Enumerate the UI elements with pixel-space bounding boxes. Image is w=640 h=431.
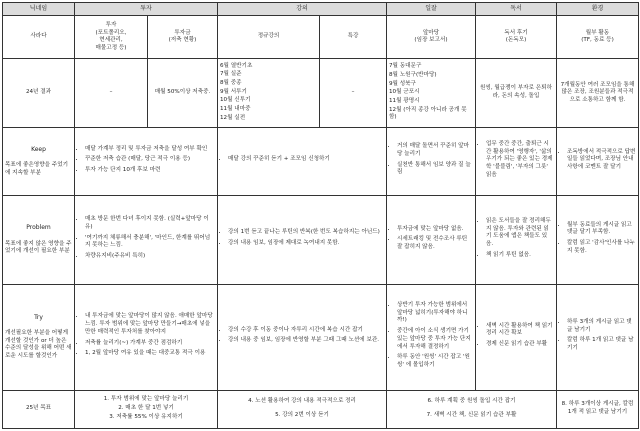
list-item: • 매달 강의 꾸준히 듣기 + 조모임 신청하기 <box>228 156 384 164</box>
results-environment: 7개월동안 여러 조모임을 통해 많은 조장, 조원분들과 적극적으로 소통하고 함께 함. <box>557 59 639 127</box>
list-item: • 차량유지비(주유비 특히) <box>85 253 215 261</box>
list-item: • 상반기 투자 가능한 범위에서 앞마당 넓히기(투자해야 하니까!) <box>397 302 473 325</box>
goals-invest <box>75 390 218 428</box>
list-item: • 투자금에 맞는 앞마당 없음. <box>397 226 473 234</box>
keep-reading <box>476 127 557 195</box>
header-nickname: 닉네임 <box>3 3 75 16</box>
try-title: Try <box>34 313 43 321</box>
list-item: 12월 실전 <box>220 114 246 121</box>
header-environment: 환경 <box>557 3 639 16</box>
goals-environment <box>557 390 639 428</box>
list-item: • 하루 동안 '원씽' 시간 잡고 '원씽' 에 몰입하기 <box>397 354 473 369</box>
subheader-invest-savings: 투자금 (저축 현황) <box>148 16 218 59</box>
results-reading: 원씽, 월급쟁이 부자로 은퇴하라, 돈의 속성, 돌입 <box>476 59 557 127</box>
problem-row <box>3 196 639 285</box>
results-lectures <box>218 59 320 127</box>
nickname-value: 사라다 <box>3 16 75 59</box>
list-item: 9월 서투기 <box>220 88 247 95</box>
list-item: 10월 군포시 <box>389 89 420 96</box>
problem-description: 목표에 좋지 않은 영향을 주었기에 개선이 필요한 부분 <box>5 240 72 255</box>
header-lecture: 강의 <box>218 3 387 16</box>
try-reading <box>476 284 557 390</box>
goals-label: 25년 목표 <box>3 390 75 428</box>
subheader-activity: 월부 활동 (TF, 동료 등) <box>557 16 639 59</box>
try-lectures <box>218 284 387 390</box>
keep-title: Keep <box>31 145 46 153</box>
try-description: 개선필요한 부분을 어떻게 개선할 것인가 or 더 높은 수준의 달성을 위해 어떤 새로운 시도를 할것인가 <box>5 329 72 360</box>
retrospective-table <box>2 2 639 429</box>
subheader-special-lecture: 특강 <box>320 16 387 59</box>
list-item: • 매초 방문 한번 다녀 후이지 못함. (실력+앞마당 이유) <box>85 216 215 231</box>
list-item: • 강의 수강 후 이동 중이나 자투리 시간에 복습 시간 잡기 <box>228 327 384 335</box>
list-item: • 강의 내용 임보, 임장에 제대로 녹여내지 못함. <box>228 240 384 248</box>
list-item: • 월부 동료들의 게시글 읽고 댓글 달기 부족함. <box>567 222 636 237</box>
list-item: 10월 신투기 <box>220 97 251 104</box>
try-apt <box>387 284 476 390</box>
list-item: • 투자 가능 단지 10개 후보 마련 <box>85 167 215 175</box>
keep-label-cell <box>3 127 75 195</box>
list-item: 5. 강의 2번 이상 듣기 <box>275 411 329 418</box>
list-item: • 업무 중간 중간, 출퇴근 시 간 활용하여 '영행자', '삶의 우기가 되는 좋은 있는 경제학 '블블림', '부자의 그릇' 읽음 <box>486 141 554 180</box>
try-invest <box>75 284 218 390</box>
keep-description: 목표에 좋은영향을 주었기에 지속할 부분 <box>5 161 68 176</box>
list-item: 6월 열반기초 <box>220 62 253 69</box>
list-item: • 강의 내용 중 임보, 임장에 반영할 부분 그때 그때 노션에 보관. <box>228 337 384 345</box>
header-invest: 투자 <box>75 3 218 16</box>
list-item: 12월 (아직 종강 아니라 공개 못함) <box>389 106 467 121</box>
list-item: • 조독방에서 적극적으로 답변 일들 읽었다며, 조장님 안내 사항에 코멘트 잘 달기 <box>567 149 636 172</box>
header-work: 일잘 <box>387 3 476 16</box>
subheader-row <box>3 16 639 59</box>
goals-lectures <box>218 390 387 428</box>
list-item: • 꾸준한 저축 습관 (매달, 당근 적극 이용 등) <box>85 156 215 164</box>
keep-row <box>3 127 639 195</box>
problem-reading <box>476 196 557 285</box>
list-item: 11월 내마중 <box>220 106 251 113</box>
list-item: • 1, 2월 앞마당 여유 있을 때는 대중교통 적극 이용 <box>85 350 215 358</box>
results-label: 24년 결과 <box>3 59 75 127</box>
list-item: 2. 매초 한 달 1번 넣기 <box>118 404 174 411</box>
list-item: • 칼럼 읽고 '감사'인사를 나누지 못함. <box>567 240 636 255</box>
goals-apt-reading <box>387 390 557 428</box>
list-item: 7월 실준 <box>220 71 242 78</box>
lecture-list <box>220 63 317 123</box>
keep-apt <box>387 127 476 195</box>
keep-environment <box>557 127 639 195</box>
problem-label-cell <box>3 196 75 285</box>
list-item: 8월 중종 <box>220 80 242 87</box>
list-item: • 하루 3개의 게시글 읽고 댓글 남기기 <box>567 319 636 334</box>
list-item: • 매달 가계부 정리 및 투자금 저축을 달성 여부 확인 <box>85 146 215 154</box>
subheader-reading: 독서 후기 (돈독모) <box>476 16 557 59</box>
header-row <box>3 3 639 16</box>
results-special: – <box>320 59 387 127</box>
results-row <box>3 59 639 127</box>
list-item: • '여기까지 체류해서 충분해', '마인드, 한계를 뛰어넘지 못하는 느낌. <box>85 235 215 250</box>
list-item: 7월 동대문구 <box>389 63 422 70</box>
problem-environment <box>557 196 639 285</box>
list-item: • 칼럼 하루 1개 읽고 댓글 남기기 <box>567 337 636 352</box>
list-item: • 시세트래킹 및 전수조사 루틴 잘 잡히지 않음. <box>397 236 473 251</box>
list-item: • 중간에 아이 소식 생기면 가기 있는 앞마당 중 투자 가능 단지에서 투자해 결정하기 <box>397 328 473 351</box>
list-item: • 거의 매달 돌면서 꾸준히 앞마당 늘리기 <box>397 143 473 158</box>
header-reading: 독서 <box>476 3 557 16</box>
subheader-regular-lecture: 정규강의 <box>218 16 320 59</box>
subheader-apt: 앞마당 (임장 보고서) <box>387 16 476 59</box>
results-savings: 매월 50%이상 저축중. <box>148 59 218 127</box>
try-row <box>3 284 639 390</box>
keep-invest <box>75 127 218 195</box>
results-invest: – <box>75 59 148 127</box>
list-item: • 새벽 시간 활용하여 책 읽기 정리 시간 확보 <box>486 323 554 338</box>
goals-row <box>3 390 639 428</box>
list-item: 9월 성북구 <box>389 80 416 87</box>
problem-invest <box>75 196 218 285</box>
list-item: 3. 저축률 55% 이상 유지하기 <box>109 413 183 420</box>
subheader-invest-portfolio: 투자 (포트폴리오, 현세관리, 매물고정 등) <box>75 16 148 59</box>
problem-title: Problem <box>26 224 51 232</box>
results-apt <box>387 59 476 127</box>
try-environment <box>557 284 639 390</box>
apt-list <box>389 63 473 122</box>
list-item: 7. 새벽 시간 책, 신문 읽기 습관 부활 <box>426 411 517 418</box>
list-item: 8. 하루 3개이상 게시글, 칼럼 1개 적 읽고 댓글 남기기 <box>561 401 634 415</box>
list-item: 8월 노원구(반마당) <box>389 71 437 78</box>
list-item: 1. 투자 범위에 맞는 앞마당 늘리기 <box>103 396 189 403</box>
try-label-cell <box>3 284 75 390</box>
list-item: • 책 읽기 루틴 없음. <box>486 252 554 260</box>
list-item: • 내 투자금에 맞는 앞마당이 많지 않음. 애매한 앞마당 느낌. 투자 범위에 맞는 앞마당 만들기→매초에 넣을만한 매력적인 투자처를 찾아야지 <box>85 313 215 336</box>
list-item: • 강의 1번 듣고 끝나는 루틴의 반복(한 번도 복습하지는 아닌드) <box>228 229 384 237</box>
problem-lectures <box>218 196 387 285</box>
list-item: • 읽은 도서들을 잘 정리해두지 않음. 투자와 관련된 읽기 도움에 앱은 책들도 있음. <box>486 218 554 249</box>
problem-apt <box>387 196 476 285</box>
list-item: • 저축률 늘리기(~) 가계부 중간 점검하기 <box>85 340 215 348</box>
list-item: 11월 광명시 <box>389 97 420 104</box>
list-item: 6. 하루 계획 중 원씽 돌입 시간 잡기 <box>427 398 516 405</box>
list-item: • 경제 신문 읽기 습관 부활 <box>486 341 554 349</box>
list-item: • 실천반 통해서 임보 양과 질 늘림 <box>397 162 473 177</box>
list-item: 4. 노션 활용하여 강의 내용 적극적으로 정리 <box>248 398 356 405</box>
keep-lectures <box>218 127 387 195</box>
